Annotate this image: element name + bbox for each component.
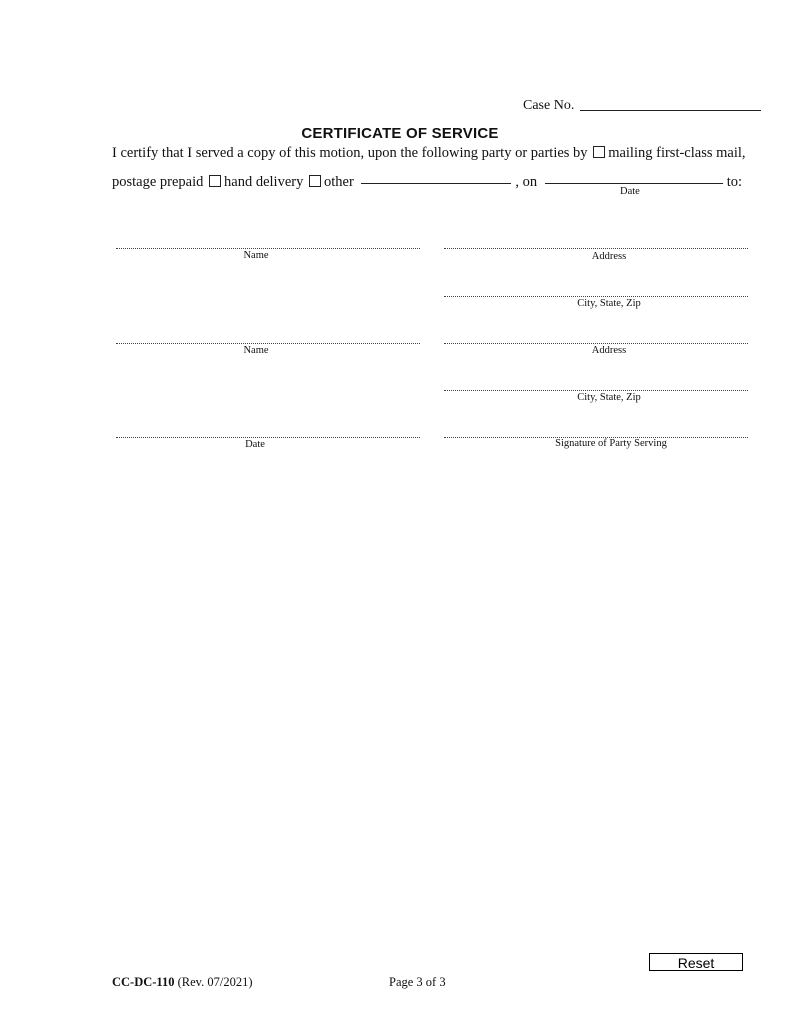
hand-delivery-checkbox[interactable]	[209, 175, 221, 187]
other-option-label: other	[323, 174, 354, 190]
recipient-1-name-label: Name	[243, 250, 269, 261]
recipient-1-address-label: Address	[591, 251, 627, 262]
recipient-2-name-label: Name	[243, 345, 269, 356]
page-title: CERTIFICATE OF SERVICE	[301, 125, 499, 142]
recipient-1-city-field[interactable]	[444, 296, 748, 297]
page-number: Page 3 of 3	[389, 975, 446, 989]
postage-prepaid-text: postage prepaid	[112, 174, 204, 190]
certification-line-1	[112, 145, 746, 162]
form-revision: (Rev. 07/2021)	[177, 975, 253, 989]
recipient-1-address-field[interactable]	[444, 248, 748, 249]
recipient-2-city-label: City, State, Zip	[577, 392, 641, 403]
recipient-1-city-label: City, State, Zip	[577, 298, 641, 309]
recipient-2-address-field[interactable]	[444, 343, 748, 344]
to-text: to:	[726, 174, 743, 190]
reset-button[interactable]: Reset	[649, 953, 743, 971]
signature-date-label: Date	[245, 439, 265, 450]
recipient-1-name-field[interactable]	[116, 248, 420, 249]
other-checkbox[interactable]	[309, 175, 321, 187]
recipient-2-address-label: Address	[591, 345, 627, 356]
service-date-caption: Date	[620, 186, 640, 197]
on-text: , on	[515, 174, 538, 190]
certification-line-2	[112, 174, 742, 191]
form-code: CC-DC-110	[112, 975, 175, 989]
case-no-field[interactable]	[580, 110, 761, 111]
mailing-option-label: mailing first-class mail,	[608, 145, 746, 161]
mailing-checkbox[interactable]	[593, 146, 605, 158]
recipient-2-city-field[interactable]	[444, 390, 748, 391]
signature-label: Signature of Party Serving	[555, 438, 667, 449]
certification-text: I certify that I served a copy of this motion, upon the following party or parties by	[112, 145, 588, 161]
form-id	[112, 975, 253, 990]
hand-delivery-option-label: hand delivery	[224, 174, 304, 190]
other-method-field[interactable]	[361, 183, 511, 184]
signature-date-field[interactable]	[116, 437, 420, 438]
recipient-2-name-field[interactable]	[116, 343, 420, 344]
case-no-label: Case No.	[523, 98, 575, 113]
service-date-field[interactable]	[545, 183, 723, 184]
